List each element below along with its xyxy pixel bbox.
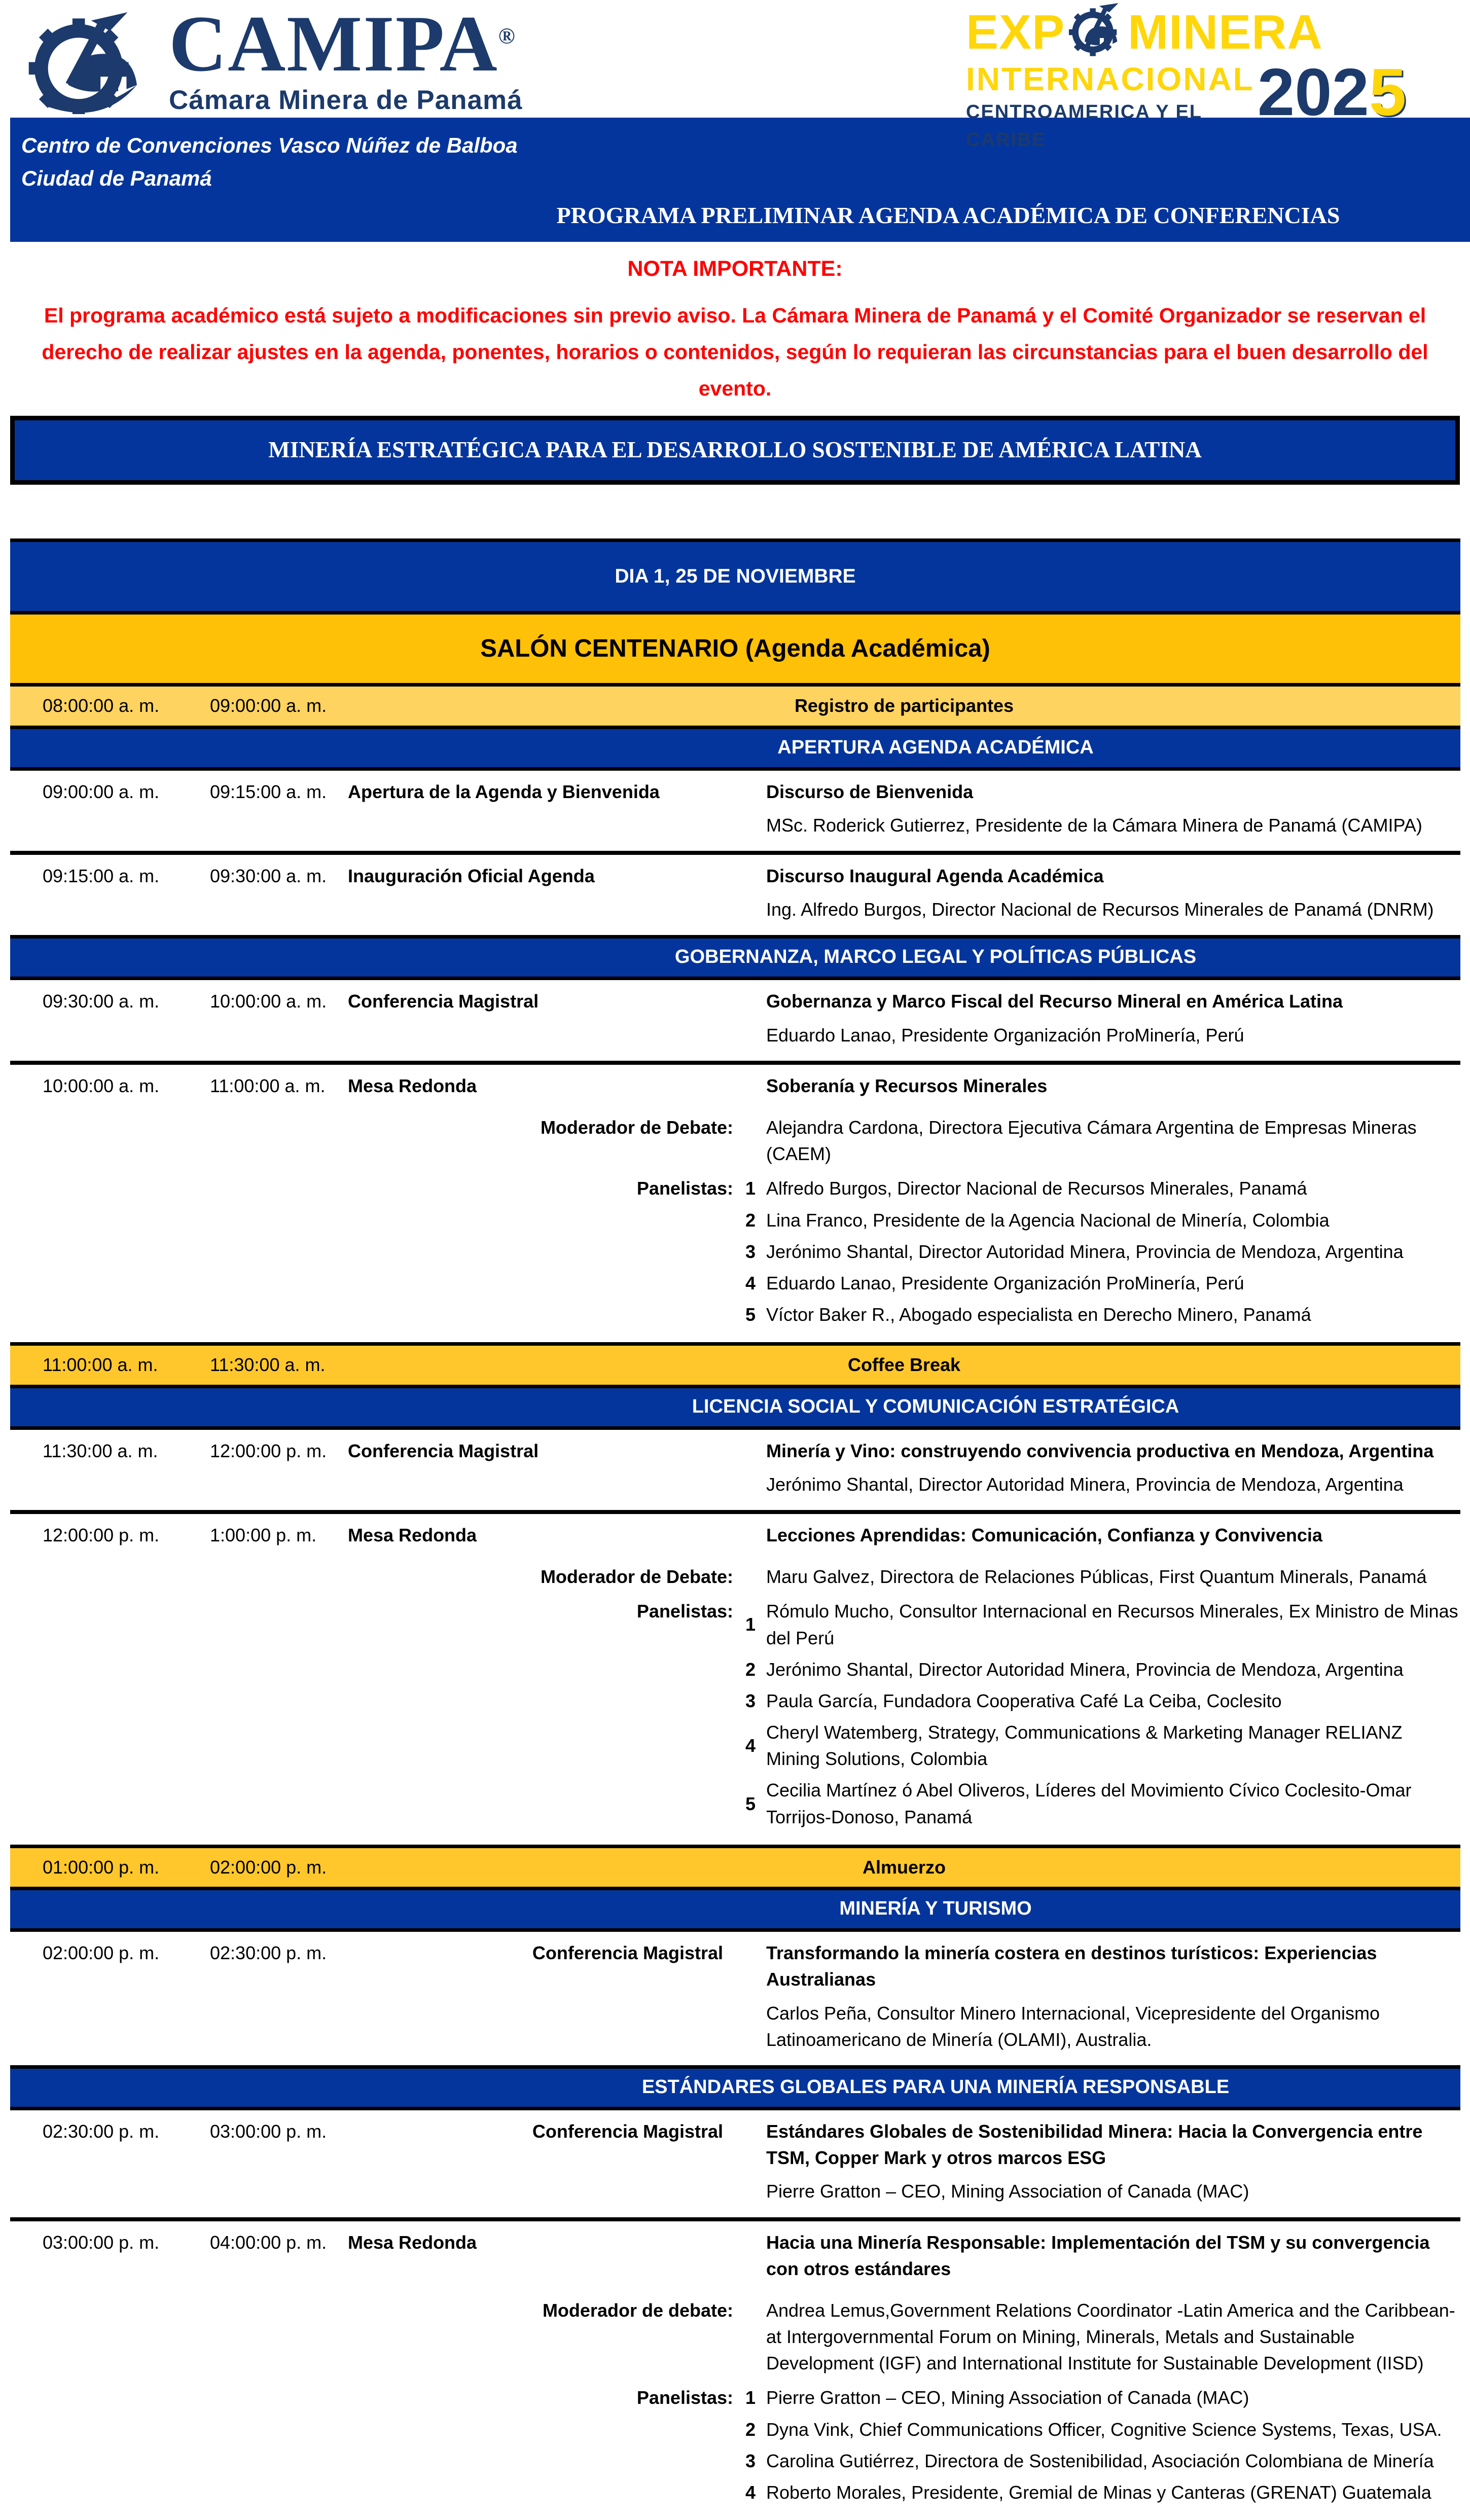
session-kind: Mesa Redonda [348,1524,477,1545]
camipa-wordmark: CAMIPA® [169,0,516,88]
salon-banner: SALÓN CENTENARIO (Agenda Académica) [10,615,1460,687]
panelist-name: Alfredo Burgos, Director Nacional de Recursos Minerales, Panamá [766,1178,1307,1199]
time-start: 09:15:00 a. m. [43,865,160,886]
time-end: 12:00:00 p. m. [210,1440,327,1461]
panelists-block [348,1175,1460,1333]
moderator-block [348,1114,1460,1167]
agenda-table [10,538,1460,2520]
moderator-name: Andrea Lemus,Government Relations Coordinator -Latin America and the Caribbean- at Intergovernmental Forum on Mining, Minerals, Metals and Sustainable Development (IGF) and International Institute for Sustainable Development (IISD) [766,2299,1455,2374]
session-kind: Apertura de la Agenda y Bienvenida [348,781,660,802]
session-row [10,771,1460,851]
row-divider [10,851,1460,855]
panelist-number: 1 [745,1178,756,1199]
row-divider [10,1510,1460,1514]
session-row [10,1514,1460,1845]
panelists-label: Panelistas: [636,1601,733,1622]
time-start: 11:00:00 a. m. [43,1354,158,1376]
note-heading: NOTA IMPORTANTE: [627,256,843,281]
panelist-number: 3 [745,1241,756,1262]
session-description [738,1073,1460,1106]
moderator-name: Alejandra Cardona, Directora Ejecutiva Cámara Argentina de Empresas Mineras (CAEM) [766,1117,1417,1165]
speaker-name: Pierre Gratton – CEO, Mining Association of Canada (MAC) [766,2181,1249,2202]
session-head [348,1522,1460,1556]
speaker-name: Ing. Alfredo Burgos, Director Nacional de Recursos Minerales de Panamá (DNRM) [766,899,1434,920]
expo-word: EXP [966,5,1065,59]
session-row [10,855,1460,935]
session-head [348,988,1460,1051]
expo-word2: MINERA [1128,5,1323,59]
panelist-number: 2 [745,1209,756,1231]
panelist-item [738,1175,1460,1202]
time-start: 09:30:00 a. m. [43,991,160,1012]
session-row [10,1932,1460,2065]
panelist-item [738,1719,1460,1772]
registered-mark: ® [498,23,516,49]
panelists-block [348,1598,1460,1835]
time-start: 01:00:00 p. m. [43,1856,160,1878]
panelist-item [738,1239,1460,1265]
panelist-name: Lina Franco, Presidente de la Agencia Nacional de Minería, Colombia [766,1209,1330,1231]
session-description [738,988,1460,1051]
time-start: 12:00:00 p. m. [43,1524,160,1545]
time-start: 10:00:00 a. m. [43,1075,160,1096]
session-title: Estándares Globales de Sostenibilidad Minera: Hacia la Convergencia entre TSM, Copper Mark y otros marcos ESG [766,2120,1423,2169]
panelist-list [738,2385,1460,2511]
moderator-label: Moderador de debate: [542,2299,733,2321]
session-title: Discurso de Bienvenida [766,781,974,802]
note-body: El programa académico está sujeto a modificaciones sin previo aviso. La Cámara Minera de Panamá y el Comité Organizador se reservan el derecho de realizar ajustes en la agenda, ponentes, horarios o contenidos, según lo requieran las circunstancias para el buen desarrollo del evento. [42,304,1428,400]
session-kind: Conferencia Magistral [532,2120,723,2142]
panelist-name: Jerónimo Shantal, Director Autoridad Minera, Provincia de Mendoza, Argentina [766,1241,1404,1262]
session-head [348,2118,1460,2208]
panelist-list [738,1175,1460,1333]
panelist-item [738,1777,1460,1830]
time-start: 02:30:00 p. m. [43,2120,160,2142]
session-title: Lecciones Aprendidas: Comunicación, Confianza y Convivencia [766,1524,1322,1545]
panelist-name: Dyna Vink, Chief Communications Officer, Cognitive Science Systems, Texas, USA. [766,2419,1442,2440]
spacer [0,485,1470,538]
session-description [738,2118,1460,2208]
panelist-name: Roberto Morales, Presidente, Gremial de Minas y Canteras (GRENAT) Guatemala [766,2482,1431,2503]
time-end: 04:00:00 p. m. [210,2231,327,2253]
time-start: 03:00:00 p. m. [43,2231,160,2253]
camipa-logo [28,0,523,120]
time-end: 1:00:00 p. m. [210,1524,317,1545]
session-body [348,863,1460,926]
expo-gear-helmet-icon [1066,3,1127,61]
panelist-list [738,1598,1460,1835]
session-row [10,980,1460,1060]
session-head [348,2229,1460,2289]
panelist-item [738,1657,1460,1683]
row-divider [10,2217,1460,2221]
moderator-block [348,2297,1460,2377]
important-note [0,242,1470,407]
session-body [348,1522,1460,1835]
panelist-name: Rómulo Mucho, Consultor Internacional en Recursos Minerales, Ex Ministro de Minas del Perú [766,1601,1458,1648]
expo-region-label: CENTROAMERICA Y EL CARIBE [966,101,1202,151]
panelist-name: Pierre Gratton – CEO, Mining Association of Canada (MAC) [766,2387,1249,2408]
time-end: 11:00:00 a. m. [210,1075,326,1096]
panelist-item [738,2448,1460,2474]
session-kind: Conferencia Magistral [348,991,539,1012]
moderator-label: Moderador de Debate: [540,1566,733,1588]
time-start: 11:30:00 a. m. [43,1440,158,1461]
session-kind: Conferencia Magistral [532,1942,723,1964]
session-title: Gobernanza y Marco Fiscal del Recurso Mineral en América Latina [766,991,1343,1012]
panelist-number: 2 [745,1659,756,1680]
session-body [348,2229,1460,2511]
time-end: 09:15:00 a. m. [210,781,327,802]
panelist-name: Cecilia Martínez ó Abel Oliveros, Líderes del Movimiento Cívico Coclesito-Omar Torrijos-Donoso, Panamá [766,1780,1412,1827]
session-body [348,779,1460,842]
milestone-row [10,687,1460,729]
panelist-item [738,1207,1460,1234]
row-divider [10,1061,1460,1065]
session-row [10,2110,1460,2217]
moderator-name: Maru Galvez, Directora de Relaciones Públicas, First Quantum Minerals, Panamá [766,1566,1427,1588]
section-band: ESTÁNDARES GLOBALES PARA UNA MINERÍA RESPONSABLE [10,2065,1460,2110]
time-end: 11:30:00 a. m. [210,1354,326,1376]
time-end: 03:00:00 p. m. [210,2120,327,2142]
time-start: 08:00:00 a. m. [43,695,160,716]
time-start: 02:00:00 p. m. [43,1942,160,1964]
session-description [738,779,1460,842]
day-banner: DIA 1, 25 DE NOVIEMBRE [10,538,1460,615]
session-head [348,863,1460,926]
panelist-number: 1 [745,2387,756,2408]
session-description [738,863,1460,926]
session-title: Soberanía y Recursos Minerales [766,1075,1048,1096]
session-body [348,1438,1460,1501]
milestone-label: Coffee Break [847,1354,961,1376]
panelist-number: 3 [745,2450,756,2471]
expo-minera-logo [966,3,1407,154]
moderator-label: Moderador de Debate: [540,1117,733,1138]
panelist-item [738,1270,1460,1297]
section-band: APERTURA AGENDA ACADÉMICA [10,729,1460,771]
venue-line1: Centro de Convenciones Vasco Núñez de Balboa [21,133,518,157]
session-title: Hacia una Minería Responsable: Implementación del TSM y su convergencia con otros estándares [766,2231,1430,2279]
panelist-name: Paula García, Fundadora Cooperativa Café La Ceiba, Coclesito [766,1690,1282,1711]
session-head [348,1073,1460,1106]
session-body [348,2118,1460,2208]
session-head [348,1438,1460,1501]
theme-banner: MINERÍA ESTRATÉGICA PARA EL DESARROLLO SOSTENIBLE DE AMÉRICA LATINA [10,416,1460,484]
time-end: 09:30:00 a. m. [210,865,327,886]
session-title: Transformando la minería costera en destinos turísticos: Experiencias Australianas [766,1942,1377,1990]
panelist-name: Jerónimo Shantal, Director Autoridad Minera, Provincia de Mendoza, Argentina [766,1659,1404,1680]
panelist-item [738,2417,1460,2443]
session-kind: Mesa Redonda [348,1075,477,1096]
panelist-number: 5 [745,1304,756,1325]
schedule-rows [10,687,1460,2520]
panelist-item [738,2479,1460,2506]
panelists-block [348,2385,1460,2511]
milestone-row [10,1342,1460,1388]
session-body [348,988,1460,1051]
session-body [348,1073,1460,1334]
panelist-number: 4 [745,1735,756,1756]
session-description [738,1940,1460,2056]
panelist-number: 5 [745,1793,756,1814]
panelist-number: 1 [745,1614,756,1635]
session-row [10,1065,1460,1343]
session-title: Minería y Vino: construyendo convivencia productiva en Mendoza, Argentina [766,1440,1434,1461]
speaker-name: Eduardo Lanao, Presidente Organización ProMinería, Perú [766,1024,1244,1046]
panelist-name: Carolina Gutiérrez, Directora de Sostenibilidad, Asociación Colombiana de Minería [766,2450,1434,2471]
session-description [738,1522,1460,1556]
time-end: 09:00:00 a. m. [210,695,327,716]
session-head [348,779,1460,842]
time-end: 02:00:00 p. m. [210,1856,327,1878]
session-description [738,1438,1460,1501]
panelist-item [738,1688,1460,1714]
panelist-item [738,1302,1460,1328]
section-band: GOBERNANZA, MARCO LEGAL Y POLÍTICAS PÚBLICAS [10,935,1460,980]
camipa-gear-helmet-icon [28,10,165,114]
time-end: 10:00:00 a. m. [210,991,327,1012]
session-row [10,2221,1460,2520]
moderator-block [348,1564,1460,1590]
panelist-name: Eduardo Lanao, Presidente Organización ProMinería, Perú [766,1272,1244,1293]
speaker-name: MSc. Roderick Gutierrez, Presidente de la Cámara Minera de Panamá (CAMIPA) [766,814,1422,836]
milestone-label: Almuerzo [862,1856,946,1878]
time-end: 02:30:00 p. m. [210,1942,327,1964]
section-band: LICENCIA SOCIAL Y COMUNICACIÓN ESTRATÉGICA [10,1388,1460,1430]
section-band: MINERÍA Y TURISMO [10,1890,1460,1932]
camipa-tagline: Cámara Minera de Panamá [169,85,523,115]
panelist-number: 2 [745,2419,756,2440]
session-row [10,1430,1460,1510]
speaker-name: Carlos Peña, Consultor Minero Internacional, Vicepresidente del Organismo Latinoamericano de Minería (OLAMI), Australia. [766,2002,1380,2050]
program-title: PROGRAMA PRELIMINAR AGENDA ACADÉMICA DE CONFERENCIAS [556,202,1340,229]
session-head [348,1940,1460,2056]
session-kind: Conferencia Magistral [348,1440,539,1461]
panelist-item [738,2385,1460,2411]
panelist-number: 4 [745,1272,756,1293]
expo-internacional-label: INTERNACIONAL [966,61,1254,97]
panelist-name: Víctor Baker R., Abogado especialista en Derecho Minero, Panamá [766,1304,1311,1325]
milestone-row [10,1845,1460,1890]
panelist-number: 4 [745,2482,756,2503]
time-start: 09:00:00 a. m. [43,781,160,802]
session-title: Discurso Inaugural Agenda Académica [766,865,1104,886]
session-body [348,1940,1460,2056]
session-description [738,2229,1460,2289]
milestone-label: Registro de participantes [794,695,1014,716]
venue-line2: Ciudad de Panamá [21,166,212,191]
panelist-item [738,1598,1460,1651]
panelists-label: Panelistas: [636,2387,733,2408]
panelist-number: 3 [745,1690,756,1711]
expo-year: 2025 [1257,55,1407,129]
session-kind: Inauguración Oficial Agenda [348,865,595,886]
session-kind: Mesa Redonda [348,2231,477,2253]
panelists-label: Panelistas: [636,1178,733,1199]
panelist-name: Cheryl Watemberg, Strategy, Communications & Marketing Manager RELIANZ Mining Solutions, Colombia [766,1722,1403,1770]
speaker-name: Jerónimo Shantal, Director Autoridad Minera, Provincia de Mendoza, Argentina [766,1473,1404,1495]
